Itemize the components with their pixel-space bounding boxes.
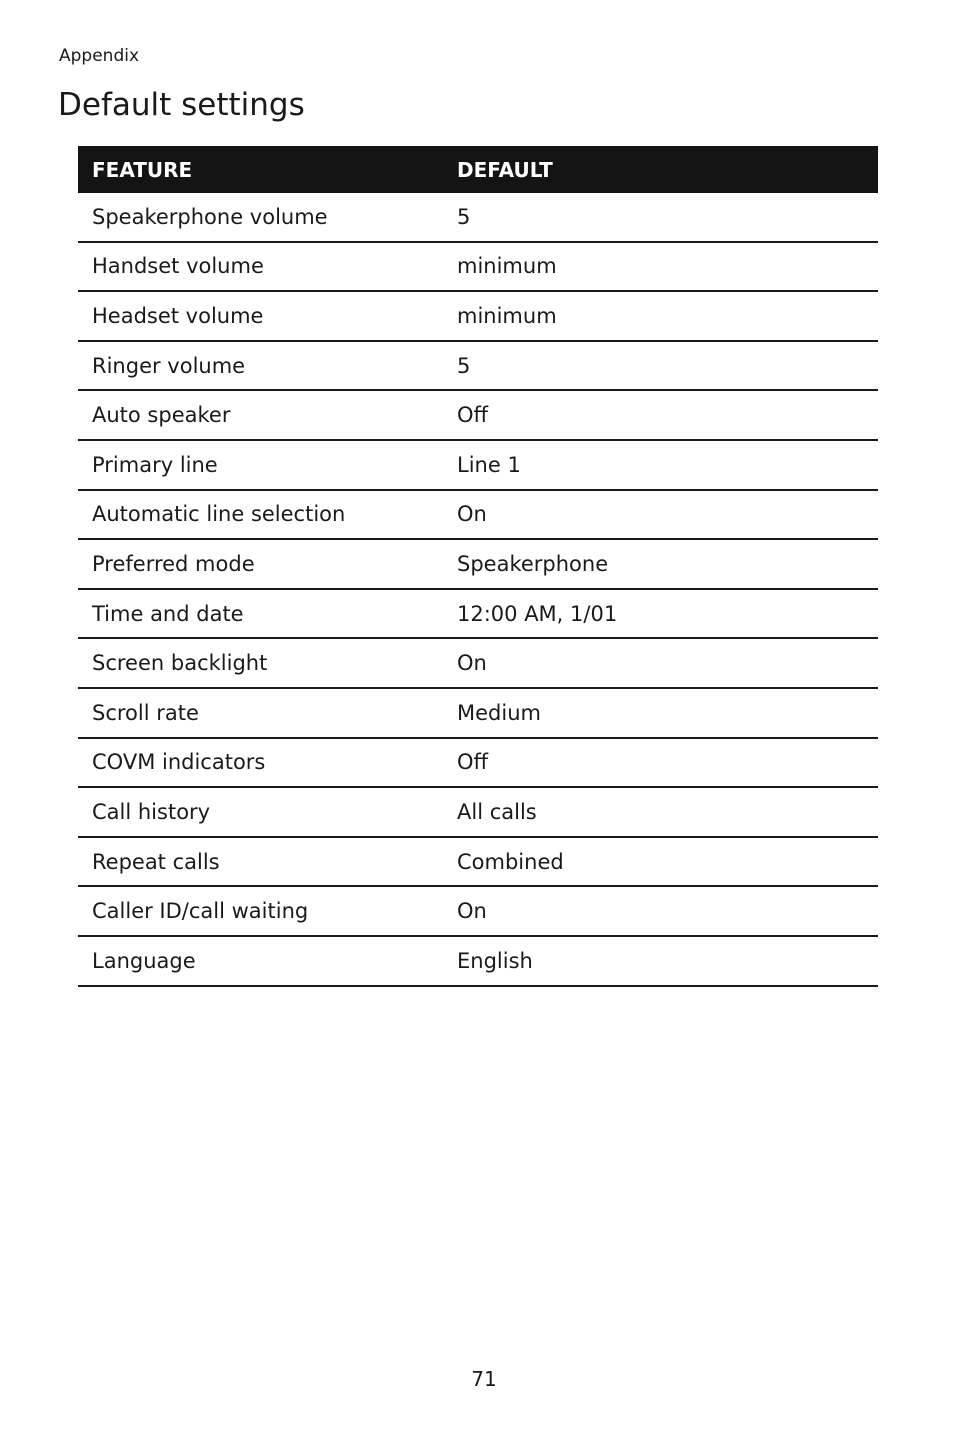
default-cell: Off <box>443 738 878 788</box>
table-header-row <box>78 146 878 193</box>
table-row <box>78 193 878 242</box>
feature-cell: Speakerphone volume <box>78 193 443 242</box>
table-row <box>78 341 878 391</box>
column-header-feature: FEATURE <box>78 146 443 193</box>
default-cell: Speakerphone <box>443 539 878 589</box>
default-cell: Line 1 <box>443 440 878 490</box>
section-label: Appendix <box>59 46 140 66</box>
feature-cell: Repeat calls <box>78 837 443 887</box>
feature-cell: Call history <box>78 787 443 837</box>
table-row <box>78 738 878 788</box>
default-cell: 5 <box>443 193 878 242</box>
table-row <box>78 291 878 341</box>
default-cell: English <box>443 936 878 986</box>
default-cell: On <box>443 886 878 936</box>
default-settings-table <box>78 146 878 987</box>
table-row <box>78 638 878 688</box>
page-number: 71 <box>471 1367 497 1391</box>
table-row <box>78 390 878 440</box>
column-header-default: DEFAULT <box>443 146 878 193</box>
table-row <box>78 936 878 986</box>
default-cell: Combined <box>443 837 878 887</box>
feature-cell: Scroll rate <box>78 688 443 738</box>
feature-cell: Handset volume <box>78 242 443 292</box>
feature-cell: Time and date <box>78 589 443 639</box>
default-cell: 12:00 AM, 1/01 <box>443 589 878 639</box>
table-row <box>78 242 878 292</box>
table-row <box>78 589 878 639</box>
feature-cell: COVM indicators <box>78 738 443 788</box>
feature-cell: Primary line <box>78 440 443 490</box>
table-row <box>78 886 878 936</box>
default-cell: minimum <box>443 291 878 341</box>
feature-cell: Auto speaker <box>78 390 443 440</box>
default-cell: 5 <box>443 341 878 391</box>
feature-cell: Caller ID/call waiting <box>78 886 443 936</box>
feature-cell: Preferred mode <box>78 539 443 589</box>
feature-cell: Automatic line selection <box>78 490 443 540</box>
default-cell: Off <box>443 390 878 440</box>
table-row <box>78 688 878 738</box>
table-row <box>78 490 878 540</box>
default-cell: All calls <box>443 787 878 837</box>
table-row <box>78 837 878 887</box>
feature-cell: Headset volume <box>78 291 443 341</box>
page-title: Default settings <box>58 87 305 123</box>
table-row <box>78 440 878 490</box>
default-cell: On <box>443 490 878 540</box>
table-row <box>78 539 878 589</box>
feature-cell: Screen backlight <box>78 638 443 688</box>
feature-cell: Ringer volume <box>78 341 443 391</box>
default-cell: On <box>443 638 878 688</box>
feature-cell: Language <box>78 936 443 986</box>
default-cell: Medium <box>443 688 878 738</box>
default-cell: minimum <box>443 242 878 292</box>
table-row <box>78 787 878 837</box>
